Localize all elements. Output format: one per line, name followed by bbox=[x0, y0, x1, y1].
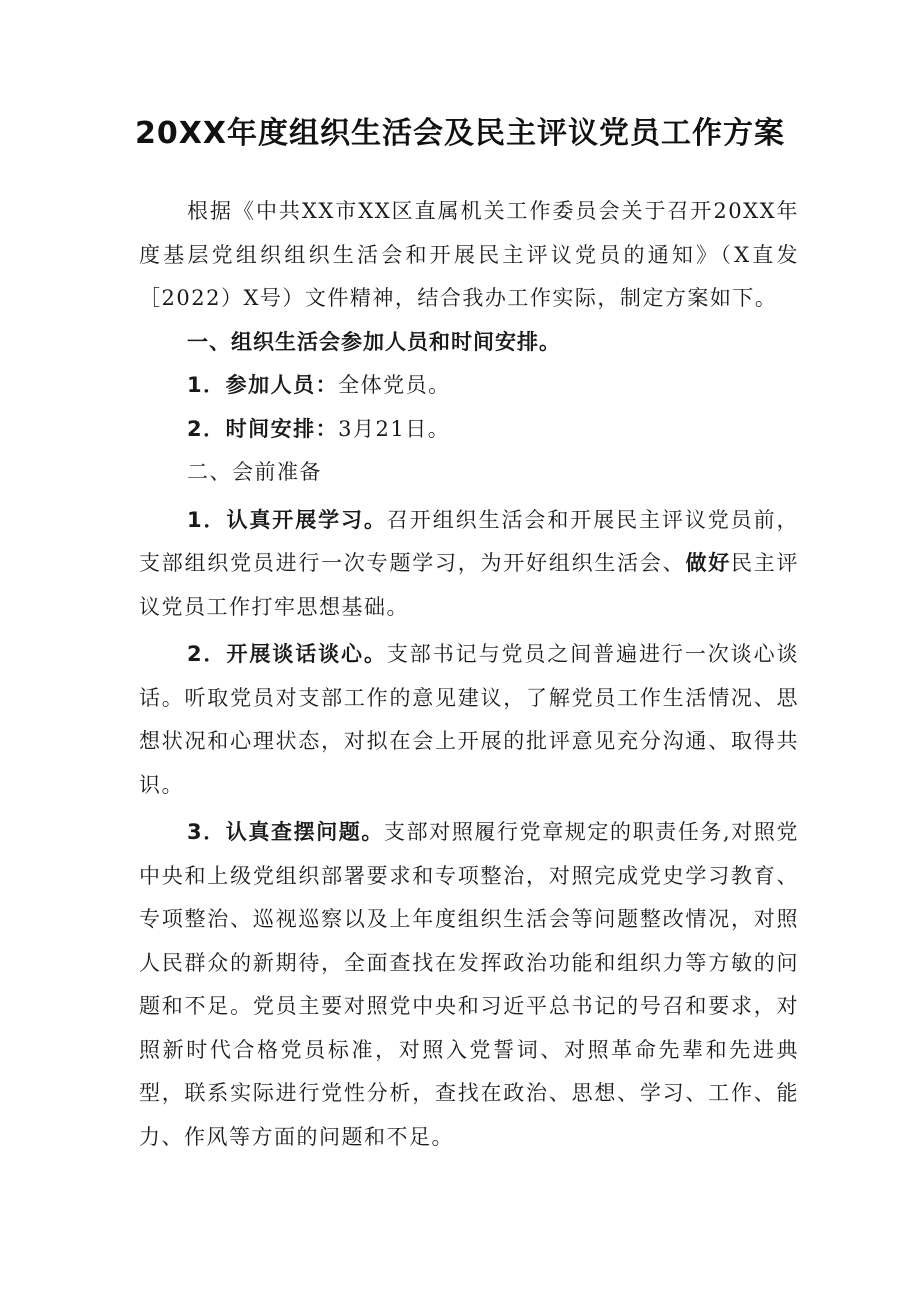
section1-item2 bbox=[139, 408, 799, 452]
item2-label: 2．时间安排： bbox=[187, 416, 339, 441]
p1-text-a: 召开组织生活会和开展民主评议党员前，支部组织党员进行一次专题学习，为开好组织生活会、 bbox=[139, 507, 799, 575]
p1-label: 1．认真开展学习。 bbox=[187, 507, 387, 532]
document-body bbox=[139, 190, 799, 1159]
item1-text: 全体党员。 bbox=[338, 373, 451, 397]
section2-paragraph-1 bbox=[139, 499, 799, 630]
p3-text: 支部对照履行党章规定的职责任务,对照党中央和上级党组织部署要求和专项整治，对照完成党史学习教育、专项整治、巡视巡察以及上年度组织生活会等问题整改情况，对照人民群众的新期待，全面查找在发挥政治功能和组织力等方敏的问题和不足。党员主要对照党中央和习近平总书记的号召和要求，对照新时代合格党员标准，对照入党誓词、对照革命先辈和先进典型，联系实际进行党性分析，查找在政治、思想、学习、工作、能力、作风等方面的问题和不足。 bbox=[139, 820, 799, 1149]
section1-heading: 一、组织生活会参加人员和时间安排。 bbox=[187, 329, 561, 354]
item1-label: 1．参加人员： bbox=[187, 373, 339, 397]
item2-text: 3月21日。 bbox=[338, 416, 451, 441]
p3-label: 3．认真查摆问题。 bbox=[187, 820, 385, 844]
section1-item1 bbox=[139, 364, 799, 408]
p2-text: 支部书记与党员之间普遍进行一次谈心谈话。听取党员对支部工作的意见建议，了解党员工作生活情况、思想状况和心理状态，对拟在会上开展的批评意见充分沟通、取得共识。 bbox=[139, 642, 799, 797]
p1-bold: 做好 bbox=[685, 551, 731, 575]
document-title: 20XX年度组织生活会及民主评议党员工作方案 bbox=[134, 116, 785, 151]
intro-paragraph: 根据《中共XX市XX区直属机关工作委员会关于召开20XX年度基层党组织组织生活会和开展民主评议党员的通知》（X直发［2022）X号）文件精神，结合我办工作实际，制定方案如下。 bbox=[139, 199, 799, 310]
p1-text-b: 民主评议党员工作打牢思想基础。 bbox=[139, 551, 800, 619]
section2-heading: 二、会前准备 bbox=[187, 460, 322, 484]
section2-paragraph-2 bbox=[139, 633, 799, 807]
section2-paragraph-3 bbox=[139, 811, 799, 1159]
p2-label: 2．开展谈话谈心。 bbox=[187, 642, 387, 666]
